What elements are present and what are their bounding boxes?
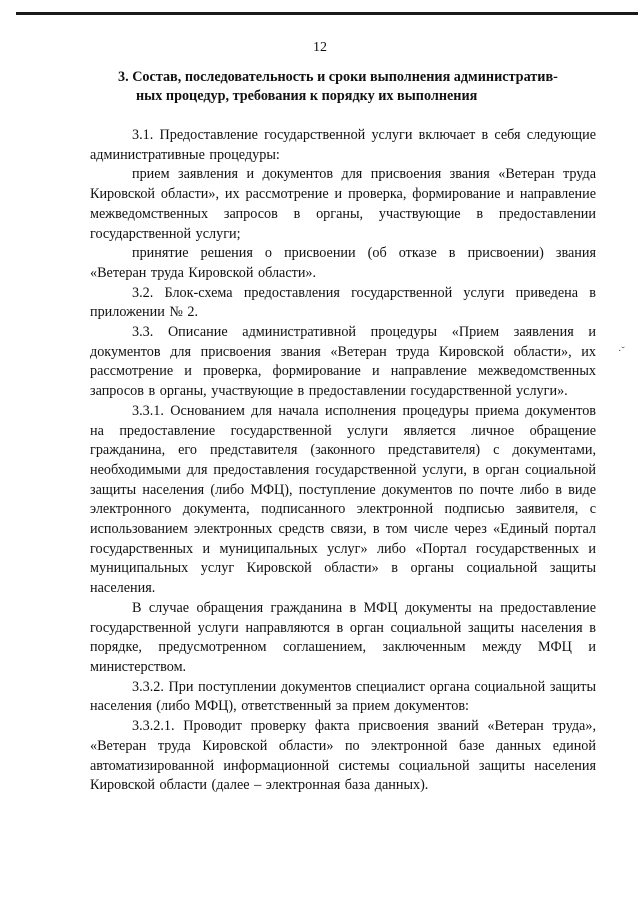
paragraph-3-3-1: 3.3.1. Основанием для начала исполнения процедуры приема документов на предоставление государственной услуги является личное обращение гражданина, его представителя (законного представителя) с документами, необходимыми для предоставления государственной услуги, в орган социальной защиты населения (либо МФЦ), поступление документов по почте либо в виде электронного документа, подписанного электронной подписью заявителя, с использованием электронных средств связи, в том числе через «Единый портал государственных и муниципальных услуг» либо «Портал государственных и муниципальных услуг Кировской области» в органы социальной защиты населения. <box>90 402 596 597</box>
paragraph-mfc: В случае обращения гражданина в МФЦ документы на предоставление государственной услуги направляются в орган социальной защиты населения в порядке, предусмотренном соглашением, заключенным между МФЦ и министерством. <box>90 599 596 675</box>
paragraph-3-2: 3.2. Блок-схема предоставления государственной услуги приведена в приложении № 2. <box>90 284 596 321</box>
paragraph-3-3-2: 3.3.2. При поступлении документов специалист органа социальной защиты населения (либо МФЦ), ответственный за прием документов: <box>90 678 596 715</box>
page-number: 12 <box>313 40 327 55</box>
paragraph-3-3-2-1: 3.3.2.1. Проводит проверку факта присвоения званий «Ветеран труда», «Ветеран труда Кировской области» по электронной базе данных единой автоматизированной информационной системы социальной защиты населения Кировской области (далее – электронная база данных). <box>90 718 596 794</box>
scan-artifact-mark: ·˘ <box>618 346 625 357</box>
section-title-line-1: 3. Состав, последовательность и сроки выполнения административ- <box>118 69 558 85</box>
section-title <box>118 68 608 106</box>
paragraph-procedure-reception: прием заявления и документов для присвоения звания «Ветеран труда Кировской области», их рассмотрение и проверка, формирование и направление межведомственных запросов в органы, участвующие в предоставлении государственной услуги; <box>90 166 596 242</box>
paragraph-procedure-decision: принятие решения о присвоении (об отказе в присвоении) звания «Ветеран труда Кировской области». <box>90 245 596 281</box>
paragraph-3-3: 3.3. Описание административной процедуры «Прием заявления и документов для присвоения звания «Ветеран труда Кировской области», их рассмотрение и проверка, формирование и направление межведомственных запросов в органы, участвующие в предоставлении государственной услуги». <box>90 324 596 400</box>
body-text <box>90 126 596 796</box>
top-rule <box>16 12 638 15</box>
paragraph-3-1: 3.1. Предоставление государственной услуги включает в себя следующие административные процедуры: <box>90 127 596 163</box>
section-title-line-2: ных процедур, требования к порядку их выполнения <box>136 88 478 104</box>
